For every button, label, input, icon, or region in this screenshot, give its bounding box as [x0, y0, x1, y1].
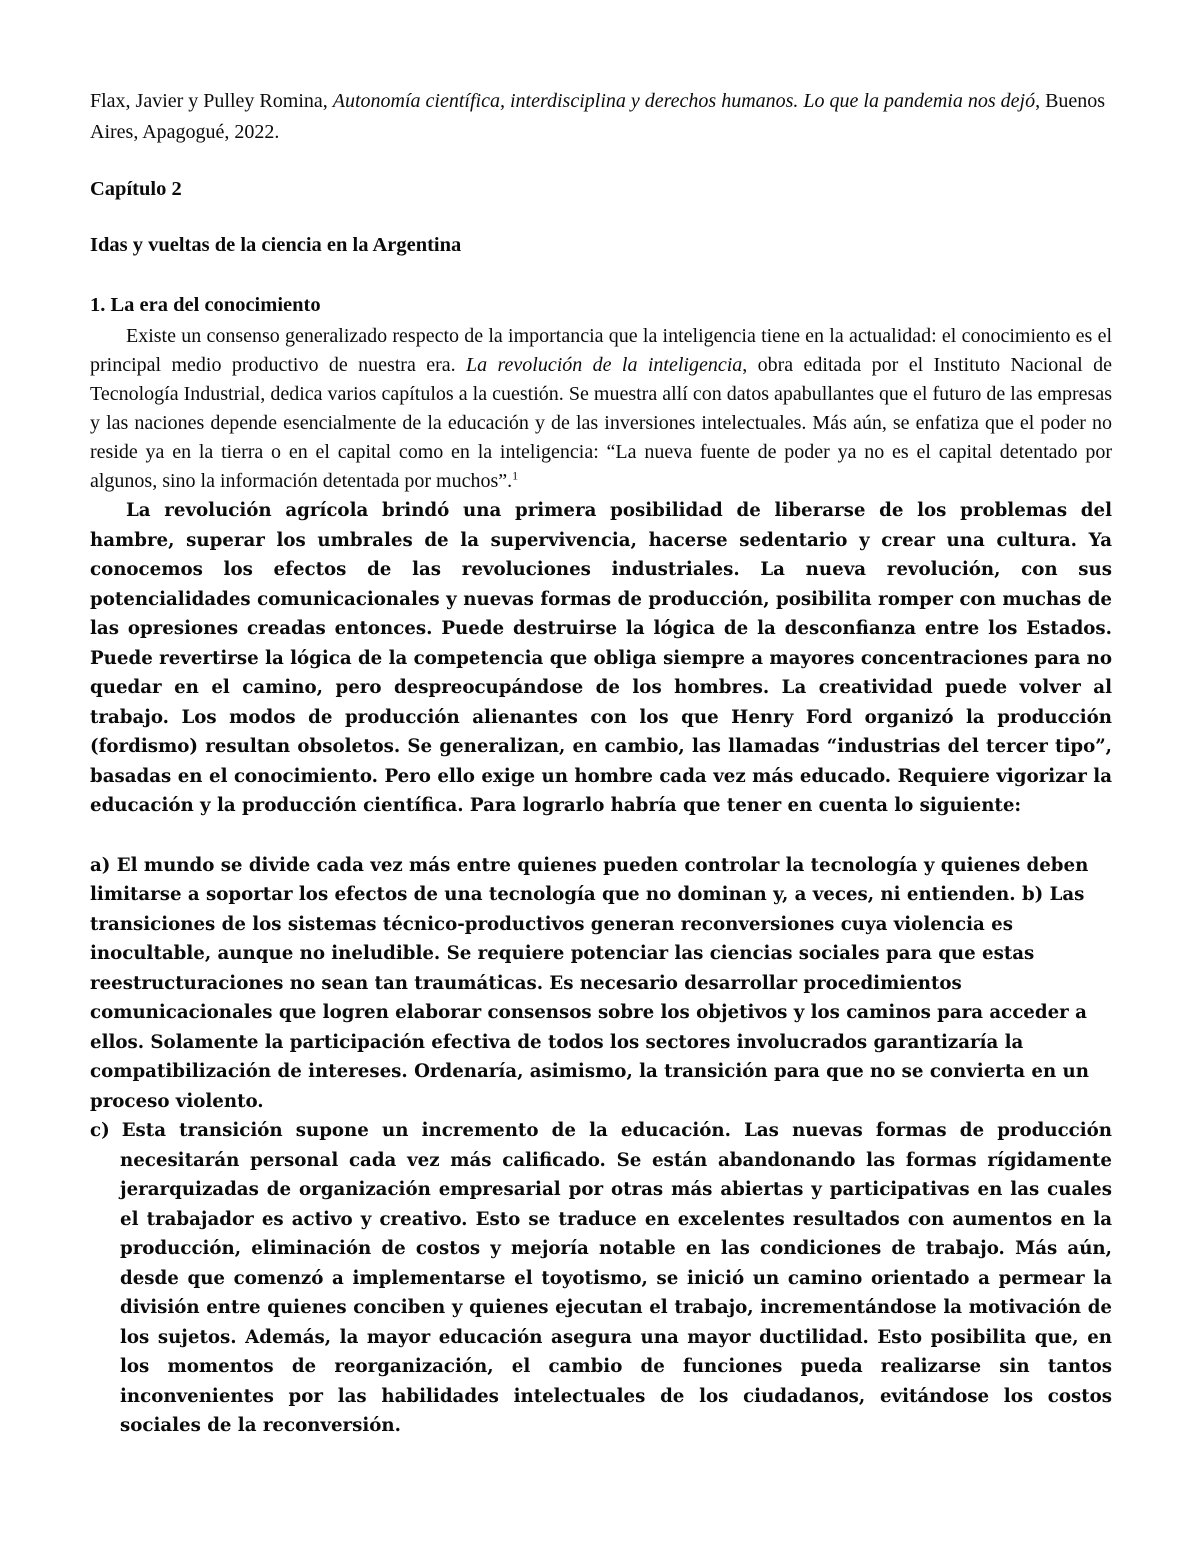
paragraph-intro-text-2: , obra editada por el Instituto Nacional de Tecnología Industrial, dedica varios capítulos a la cuestión. Se muestra allí con datos apabullantes que el futuro de las empresas y las naciones depende esencialmente de la educación y de las inversiones intelectuales. Más aún, se enfatiza que el poder no reside ya en la tierra o en el capital como en la inteligencia: “La nueva fuente de poder ya no es el capital detentado por algunos, sino la información detentada por muchos”.	[90, 354, 1112, 492]
paragraph-agricultural-revolution: La revolución agrícola brindó una primera posibilidad de liberarse de los problemas del hambre, superar los umbrales de la supervivencia, hacerse sedentario y crear una cultura. Ya conocemos los efectos de las revoluciones industriales. La nueva revolución, con sus potencialidades comunicacionales y nuevas formas de producción, posibilita romper con muchas de las opresiones creadas entonces. Puede destruirse la lógica de la desconfianza entre los Estados. Puede revertirse la lógica de la competencia que obliga siempre a mayores concentraciones para no quedar en el camino, pero despreocupándose de los hombres. La creatividad puede volver al trabajo. Los modos de producción alienantes con los que Henry Ford organizó la producción (fordismo) resultan obsoletos. Se generalizan, en cambio, las llamadas “industrias del tercer tipo”, basadas en el conocimiento. Pero ello exige un hombre cada vez más educado. Requiere vigorizar la educación y la producción científica. Para lograrlo habría que tener en cuenta lo siguiente:	[90, 500, 1112, 816]
paragraph-intro	[90, 322, 1112, 496]
paragraph-intro-book-title: La revolución de la inteligencia	[466, 354, 743, 376]
paragraph-intro-text-1: Existe un consenso generalizado respecto de la importancia que la inteligencia tiene en la actualidad: el conocimiento es el principal medio productivo de nuestra era.	[90, 325, 1112, 376]
citation-book-title: Autonomía científica, interdisciplina y derechos humanos. Lo que la pandemia nos dejó	[332, 90, 1036, 112]
citation-authors: Flax, Javier y Pulley Romina,	[90, 90, 333, 112]
citation	[90, 86, 1112, 148]
footnote-marker: 1	[512, 468, 519, 483]
paragraph-item-c-text: Esta transición supone un incremento de la educación. Las nuevas formas de producción necesitarán personal cada vez más calificado. Se están abandonando las formas rígidamente jerarquizadas de organización empresarial por otras más abiertas y participativas en las cuales el trabajador es activo y creativo. Esto se traduce en excelentes resultados con aumentos en la producción, eliminación de costos y mejoría notable en las condiciones de trabajo. Más aún, desde que comenzó a implementarse el toyotismo, se inició un camino orientado a permear la división entre quienes conciben y quienes ejecutan el trabajo, incrementándose la motivación de los sujetos. Además, la mayor educación asegura una mayor ductilidad. Esto posibilita que, en los momentos de reorganización, el cambio de funciones pueda realizarse sin tantos inconvenientes por las habilidades intelectuales de los ciudadanos, evitándose los costos sociales de la reconversión.	[120, 1120, 1112, 1436]
paragraph-item-c-label: c)	[90, 1120, 110, 1141]
paragraph-items-a-b: a) El mundo se divide cada vez más entre quienes pueden controlar la tecnología y quienes deben limitarse a soportar los efectos de una tecnología que no dominan y, a veces, ni entienden. b) Las transiciones de los sistemas técnico-productivos generan reconversiones cuya violencia es inocultable, aunque no ineludible. Se requiere potenciar las ciencias sociales para que estas reestructuraciones no sean tan traumáticas. Es necesario desarrollar procedimientos comunicacionales que logren elaborar consensos sobre los objetivos y los caminos para acceder a ellos. Solamente la participación efectiva de todos los sectores involucrados garantizaría la compatibilización de intereses. Ordenaría, asimismo, la transición para que no se convierta en un proceso violento.	[90, 854, 1089, 1112]
paragraph-item-c	[90, 1116, 1112, 1441]
chapter-title: Idas y vueltas de la ciencia en la Argentina	[90, 234, 462, 256]
section-heading: 1. La era del conocimiento	[90, 294, 321, 316]
chapter-label: Capítulo 2	[90, 178, 182, 200]
citation-publication: , Buenos Aires, Apagogué, 2022.	[90, 90, 1106, 143]
